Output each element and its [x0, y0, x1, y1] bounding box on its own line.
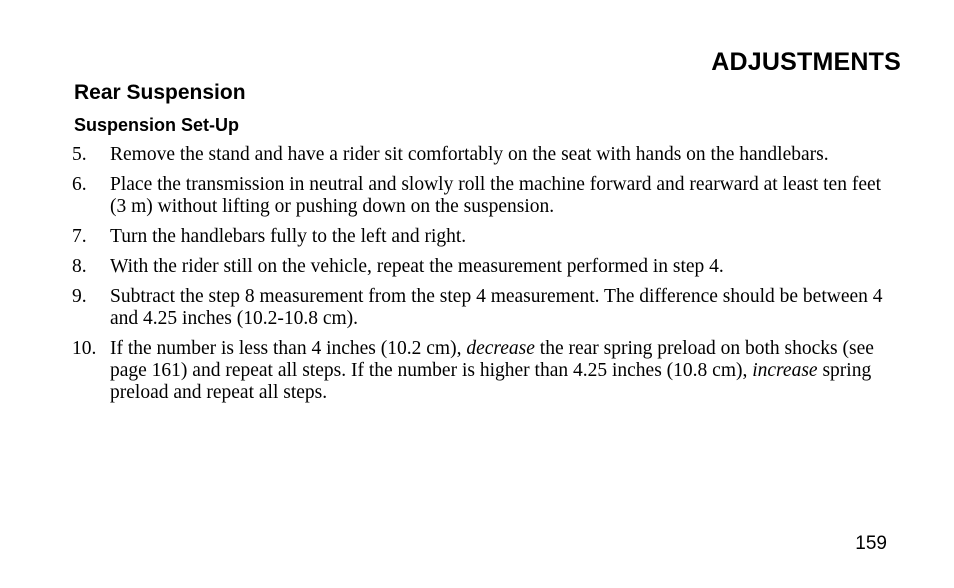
list-item — [72, 174, 892, 218]
steps-list — [72, 144, 892, 412]
step-text-segment: spring preload and repeat all steps. — [110, 360, 872, 403]
step-text-segment: Remove the stand and have a rider sit comfortably on the seat with hands on the handlebars. — [110, 144, 829, 165]
step-text-segment: If the number is less than 4 inches (10.2 cm), — [110, 338, 467, 359]
step-number: 5. — [72, 144, 87, 165]
page-number: 159 — [855, 533, 887, 554]
step-text-segment: Subtract the step 8 measurement from the step 4 measurement. The difference should be between 4 and 4.25 inches (10.2-10.8 cm). — [110, 286, 883, 329]
step-text — [110, 226, 466, 247]
list-item — [72, 286, 892, 330]
list-item — [72, 226, 892, 248]
list-item — [72, 256, 892, 278]
step-text — [110, 286, 883, 329]
step-number: 6. — [72, 174, 87, 195]
step-number: 8. — [72, 256, 87, 277]
step-text-segment: Turn the handlebars fully to the left and right. — [110, 226, 467, 247]
step-text — [110, 144, 829, 165]
list-item — [72, 338, 892, 404]
page-subheading: Suspension Set-Up — [74, 115, 240, 135]
step-number: 10. — [72, 338, 97, 359]
emphasis-text: decrease — [466, 338, 535, 359]
step-text — [110, 338, 874, 403]
step-text — [110, 174, 881, 217]
step-text — [110, 256, 724, 277]
step-text-segment: the rear spring preload on both shocks (see page 161) and repeat all steps. If the number is higher than 4.25 inches (10.8 cm), — [110, 338, 874, 381]
section-title: ADJUSTMENTS — [711, 48, 901, 76]
emphasis-text: increase — [752, 360, 818, 381]
step-number: 7. — [72, 226, 87, 247]
list-item — [72, 144, 892, 166]
step-text-segment: Place the transmission in neutral and slowly roll the machine forward and rearward at least ten feet (3 m) without lifting or pushing down on the suspension. — [110, 174, 882, 217]
step-text-segment: With the rider still on the vehicle, repeat the measurement performed in step 4. — [110, 256, 724, 277]
step-number: 9. — [72, 286, 87, 307]
page-heading: Rear Suspension — [74, 81, 246, 104]
